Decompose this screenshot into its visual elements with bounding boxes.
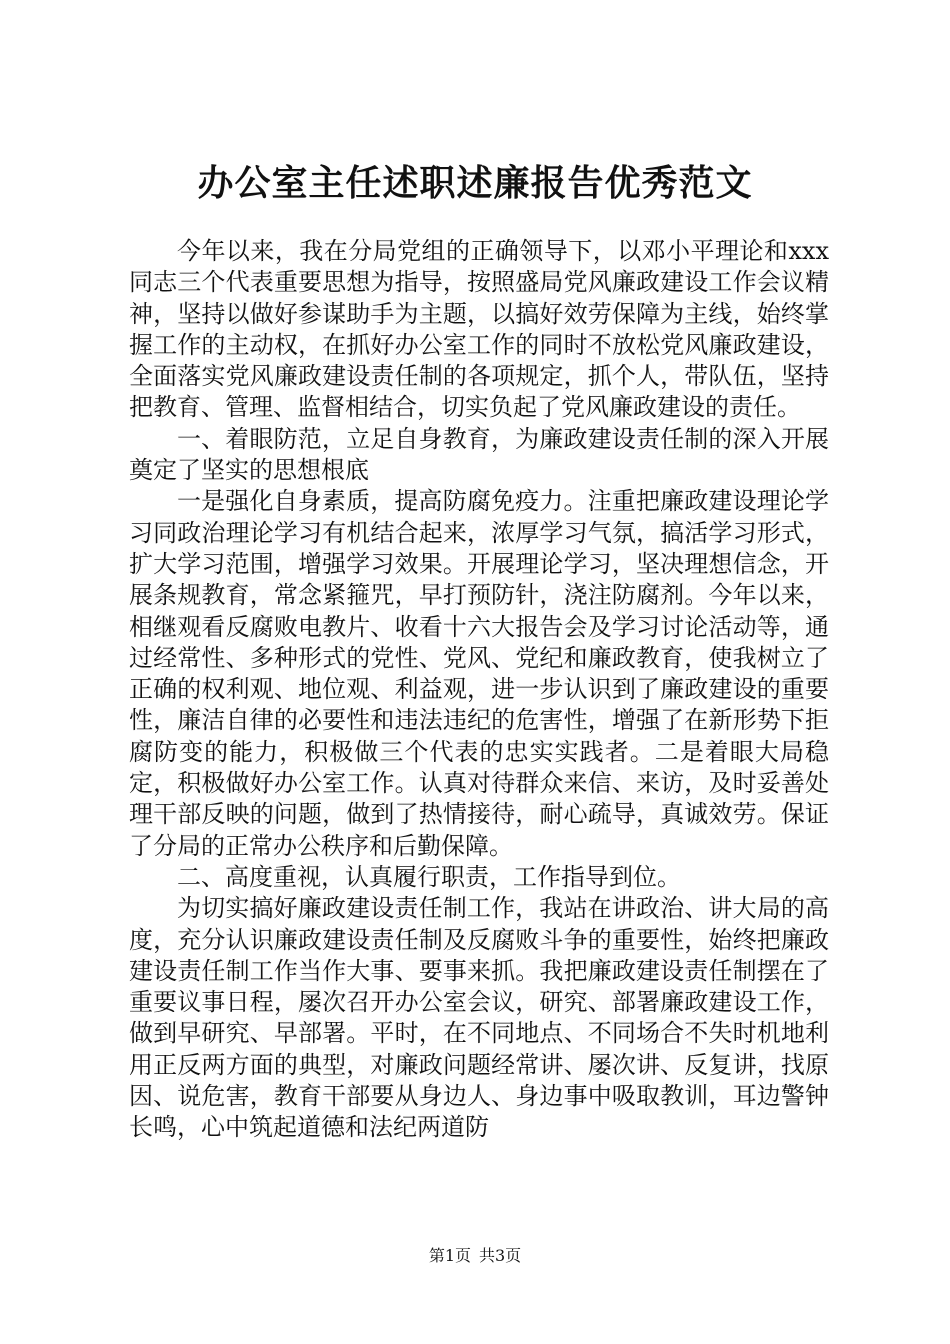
document-body [129,236,829,1144]
paragraph-intro: 今年以来，我在分局党组的正确领导下，以邓小平理论和xxx同志三个代表重要思想为指导，按照盛局党风廉政建设工作会议精神，坚持以做好参谋助手为主题，以搞好效劳保障为主线，始终掌握工作的主动权，在抓好办公室工作的同时不放松党风廉政建设，全面落实党风廉政建设责任制的各项规定，抓个人，带队伍，坚持把教育、管理、监督相结合，切实负起了党风廉政建设的责任。 [129,237,829,422]
page-footer [0,1245,950,1267]
paragraph-section-2-body: 为切实搞好廉政建设责任制工作，我站在讲政治、讲大局的高度，充分认识廉政建设责任制及反腐败斗争的重要性，始终把廉政建设责任制工作当作大事、要事来抓。我把廉政建设责任制摆在了重要议事日程，屡次召开办公室会议，研究、部署廉政建设工作，做到早研究、早部署。平时，在不同地点、不同场合不失时机地利用正反两方面的典型，对廉政问题经常讲、屡次讲、反复讲，找原因、说危害，教育干部要从身边人、身边事中吸取教训，耳边警钟长鸣，心中筑起道德和法纪两道防 [129,894,829,1142]
page-number: 第1页 [428,1246,471,1265]
page-total: 共3页 [479,1246,522,1265]
paragraph-section-1-body: 一是强化自身素质，提高防腐免疫力。注重把廉政建设理论学习同政治理论学习有机结合起来，浓厚学习气氛，搞活学习形式，扩大学习范围，增强学习效果。开展理论学习，坚决理想信念，开展条规教育，常念紧箍咒，早打预防针，浇注防腐剂。今年以来，相继观看反腐败电教片、收看十六大报告会及学习讨论活动等，通过经常性、多种形式的党性、党风、党纪和廉政教育，使我树立了正确的权利观、地位观、利益观，进一步认识到了廉政建设的重要性，廉洁自律的必要性和违法违纪的危害性，增强了在新形势下拒腐防变的能力，积极做三个代表的忠实实践者。二是着眼大局稳定，积极做好办公室工作。认真对待群众来信、来访，及时妥善处理干部反映的问题，做到了热情接待，耐心疏导，真诚效劳。保证了分局的正常办公秩序和后勤保障。 [129,487,829,860]
paragraph-heading-2: 二、高度重视，认真履行职责，工作指导到位。 [177,862,681,891]
paragraph-heading-1: 一、着眼防范，立足自身教育，为廉政建设责任制的深入开展奠定了坚实的思想根底 [129,424,829,485]
document-title: 办公室主任述职述廉报告优秀范文 [197,162,753,204]
